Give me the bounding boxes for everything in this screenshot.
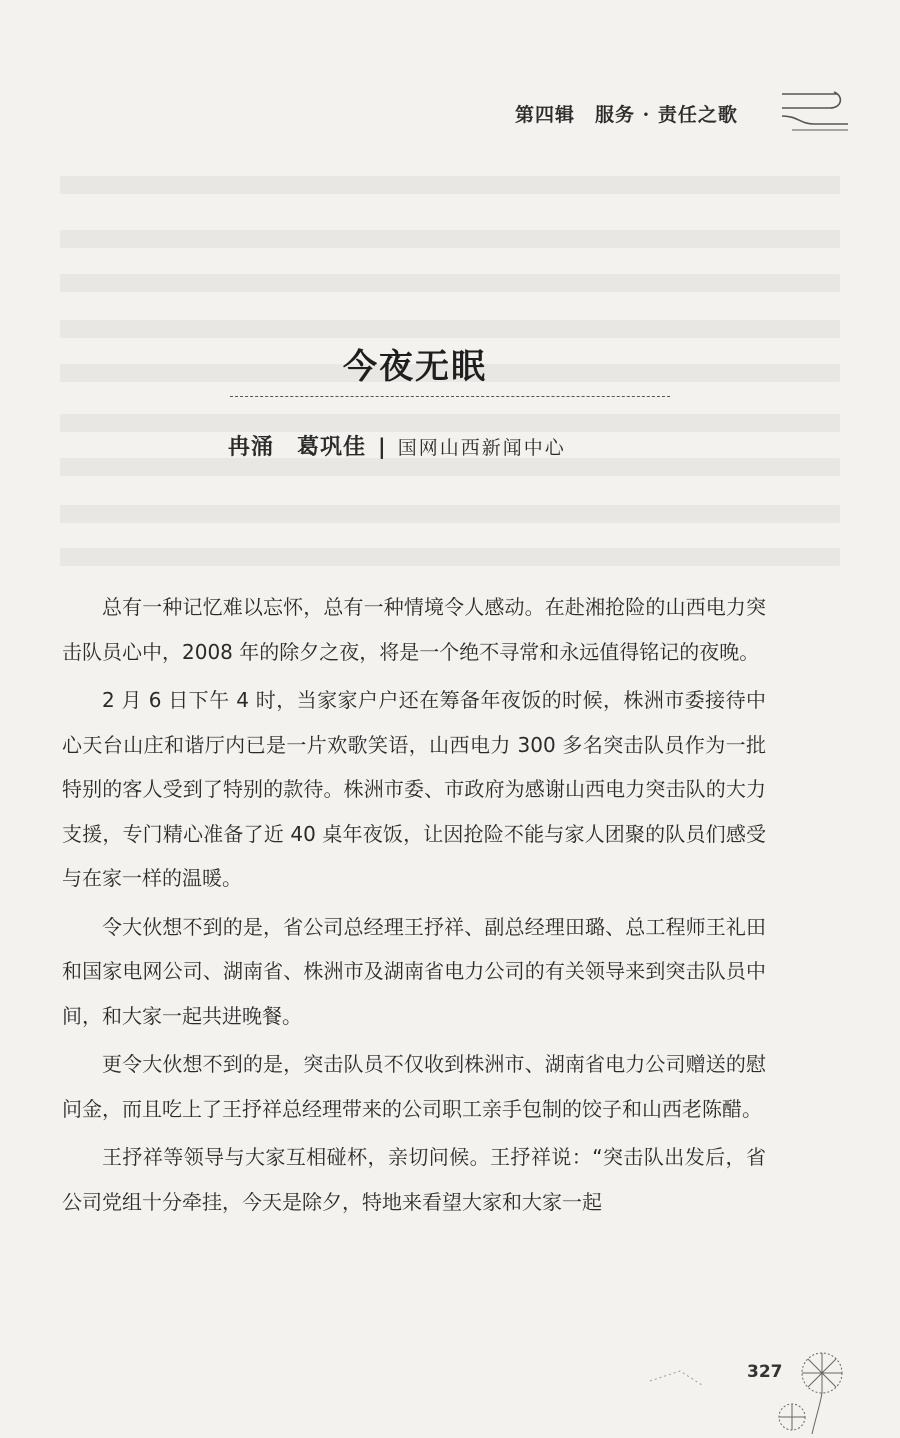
byline [228,430,566,461]
paragraph: 总有一种记忆难以忘怀，总有一种情境令人感动。在赴湘抢险的山西电力突击队员心中，2008 年的除夕之夜，将是一个绝不寻常和永远值得铭记的夜晚。 [62,595,766,664]
author-organization: 国网山西新闻中心 [397,437,566,459]
title-divider [230,396,670,397]
author-names: 冉涌 葛巩佳 [228,434,367,460]
paragraph: 2 月 6 日下午 4 时，当家家户户还在筹备年夜饭的时候，株洲市委接待中心天台山庄和谐厅内已是一片欢歌笑语，山西电力 300 多名突击队员作为一批特别的客人受到了特别的款待。株洲市委、市政府为感谢山西电力突击队的大力支援，专门精心准备了近 40 桌年夜饭，让因抢险不能与家人团聚的队员们感受与在家一样的温暖。 [62,688,766,890]
page-number: 327 [747,1362,783,1382]
running-header: 第四辑 服务 · 责任之歌 [515,104,738,126]
article-body [62,585,766,1228]
byline-separator: | [378,435,386,459]
paragraph: 更令大伙想不到的是，突击队员不仅收到株洲市、湖南省电力公司赠送的慰问金，而且吃上了王抒祥总经理带来的公司职工亲手包制的饺子和山西老陈醋。 [62,1052,766,1121]
paragraph: 王抒祥等领导与大家互相碰杯，亲切问候。王抒祥说：“突击队出发后，省公司党组十分牵挂，今天是除夕，特地来看望大家和大家一起 [62,1145,766,1214]
article-title: 今夜无眠 [343,346,487,387]
dandelion-icon [640,1345,860,1438]
swirl-ornament-icon [778,86,852,138]
paragraph: 令大伙想不到的是，省公司总经理王抒祥、副总经理田璐、总工程师王礼田和国家电网公司、湖南省、株洲市及湖南省电力公司的有关领导来到突击队员中间，和大家一起共进晚餐。 [62,914,766,1028]
